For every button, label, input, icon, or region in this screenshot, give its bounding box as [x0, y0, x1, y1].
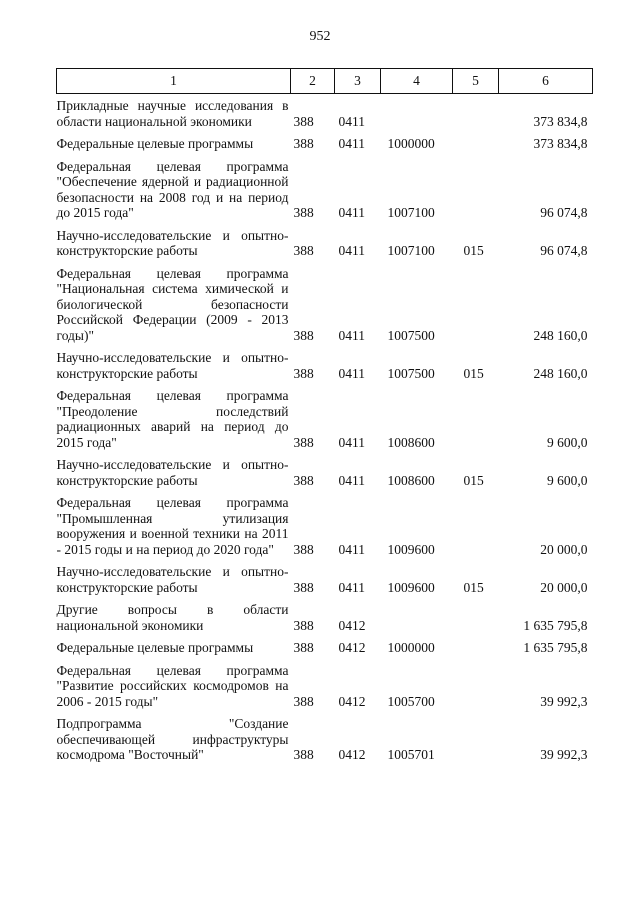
row-target-article: 1005700 — [387, 693, 435, 709]
row-expense-type — [453, 709, 499, 763]
row-name: Научно-исследовательские и опытно-конструкторские работы — [56, 564, 289, 595]
row-ministry-code: 388 — [293, 365, 314, 381]
row-target-article: 1008600 — [387, 472, 435, 488]
column-header-3: 3 — [335, 69, 381, 94]
row-amount: 20 000,0 — [540, 541, 588, 557]
row-target-article — [381, 94, 453, 130]
row-section-code: 0411 — [338, 243, 365, 258]
row-section-code: 0411 — [338, 472, 365, 488]
row-section-code: 0412 — [338, 640, 366, 655]
row-target-article: 1005701 — [387, 747, 435, 762]
row-expense-type: 015 — [463, 472, 484, 488]
row-ministry-code: 388 — [293, 693, 314, 709]
table-row — [57, 221, 593, 259]
column-header-2: 2 — [291, 69, 335, 94]
row-target-article: 1007500 — [387, 327, 435, 343]
table-row — [57, 152, 593, 221]
row-amount: 373 834,8 — [533, 136, 588, 151]
row-target-article: 1008600 — [387, 434, 435, 450]
row-amount: 248 160,0 — [533, 365, 588, 381]
row-section-code: 0411 — [338, 136, 365, 151]
row-ministry-code: 388 — [293, 205, 314, 220]
table-row — [57, 94, 593, 130]
row-section-code: 0412 — [338, 747, 366, 762]
row-name: Федеральные целевые программы — [56, 136, 254, 151]
row-amount: 248 160,0 — [533, 327, 588, 343]
row-name: Подпрограмма "Создание обеспечивающей инфраструктуры космодрома "Восточный" — [56, 716, 289, 762]
table-row — [57, 595, 593, 633]
row-target-article: 1009600 — [387, 541, 435, 557]
row-expense-type: 015 — [463, 579, 484, 595]
row-expense-type: 015 — [463, 365, 484, 381]
row-ministry-code: 388 — [293, 243, 314, 258]
row-name: Научно-исследовательские и опытно-конструкторские работы — [56, 350, 289, 381]
row-amount: 1 635 795,8 — [523, 617, 588, 633]
table-row — [57, 633, 593, 656]
row-name: Федеральная целевая программа "Национальная система химической и биологической безопасности Российской Федерации (2009 - 2013 годы)" — [56, 265, 289, 343]
row-target-article: 1009600 — [387, 579, 435, 595]
row-ministry-code: 388 — [293, 327, 314, 343]
row-amount: 20 000,0 — [540, 579, 588, 595]
row-section-code: 0411 — [338, 327, 365, 343]
row-section-code: 0411 — [338, 579, 365, 595]
row-expense-type — [453, 595, 499, 633]
row-amount: 9 600,0 — [547, 434, 588, 450]
row-expense-type — [453, 633, 499, 656]
table-row — [57, 709, 593, 763]
row-ministry-code: 388 — [293, 617, 314, 633]
column-header-1: 1 — [57, 69, 291, 94]
row-ministry-code: 388 — [293, 579, 314, 595]
row-name: Федеральные целевые программы — [56, 640, 254, 655]
row-target-article: 1007500 — [387, 365, 435, 381]
row-amount: 96 074,8 — [540, 205, 588, 220]
table-row — [57, 557, 593, 595]
row-name: Федеральная целевая программа "Развитие российских космодромов на 2006 - 2015 годы" — [56, 662, 289, 709]
row-amount: 39 992,3 — [540, 747, 588, 762]
table-row — [57, 129, 593, 152]
row-ministry-code: 388 — [293, 472, 314, 488]
table-row — [57, 450, 593, 488]
row-target-article: 1000000 — [387, 136, 435, 151]
row-name: Другие вопросы в области национальной экономики — [56, 602, 289, 633]
row-ministry-code: 388 — [293, 541, 314, 557]
row-expense-type — [453, 656, 499, 710]
column-header-4: 4 — [381, 69, 453, 94]
row-section-code: 0412 — [338, 693, 366, 709]
table-header-row — [57, 69, 593, 94]
row-name: Прикладные научные исследования в области национальной экономики — [56, 98, 289, 129]
row-amount: 39 992,3 — [540, 693, 588, 709]
row-ministry-code: 388 — [293, 640, 314, 655]
row-target-article: 1007100 — [387, 243, 435, 258]
row-ministry-code: 388 — [293, 136, 314, 151]
row-target-article — [381, 595, 453, 633]
table-row — [57, 343, 593, 381]
table-row — [57, 656, 593, 710]
column-header-5: 5 — [453, 69, 499, 94]
row-expense-type — [453, 94, 499, 130]
row-section-code: 0411 — [338, 434, 365, 450]
row-section-code: 0411 — [338, 113, 365, 129]
table-row — [57, 488, 593, 557]
row-section-code: 0412 — [338, 617, 366, 633]
row-ministry-code: 388 — [293, 747, 314, 762]
row-target-article: 1000000 — [387, 640, 435, 655]
row-name: Федеральная целевая программа "Промышленная утилизация вооружения и военной техники на 2011 - 2015 годы и на период до 2020 года" — [56, 495, 289, 557]
row-amount: 96 074,8 — [540, 243, 588, 258]
row-expense-type — [453, 152, 499, 221]
page-number: 952 — [309, 29, 331, 44]
row-expense-type — [453, 381, 499, 450]
row-name: Научно-исследовательские и опытно-конструкторские работы — [56, 227, 289, 258]
row-amount: 9 600,0 — [547, 472, 588, 488]
row-expense-type: 015 — [463, 243, 484, 258]
row-target-article: 1007100 — [387, 205, 435, 220]
row-name: Федеральная целевая программа "Преодоление последствий радиационных аварий на период до 2015 года" — [56, 388, 289, 450]
row-name: Научно-исследовательские и опытно-конструкторские работы — [56, 457, 289, 488]
row-ministry-code: 388 — [293, 113, 314, 129]
row-amount: 1 635 795,8 — [523, 640, 588, 655]
row-section-code: 0411 — [338, 541, 365, 557]
row-section-code: 0411 — [338, 205, 365, 220]
row-ministry-code: 388 — [293, 434, 314, 450]
row-name: Федеральная целевая программа "Обеспечение ядерной и радиационной безопасности на 2008 год и на период до 2015 года" — [56, 158, 289, 220]
table-row — [57, 259, 593, 344]
row-amount: 373 834,8 — [533, 113, 588, 129]
row-expense-type — [453, 129, 499, 152]
budget-table — [56, 68, 593, 763]
row-section-code: 0411 — [338, 365, 365, 381]
row-expense-type — [453, 488, 499, 557]
table-body — [57, 94, 593, 763]
column-header-6: 6 — [499, 69, 593, 94]
row-expense-type — [453, 259, 499, 344]
table-row — [57, 381, 593, 450]
